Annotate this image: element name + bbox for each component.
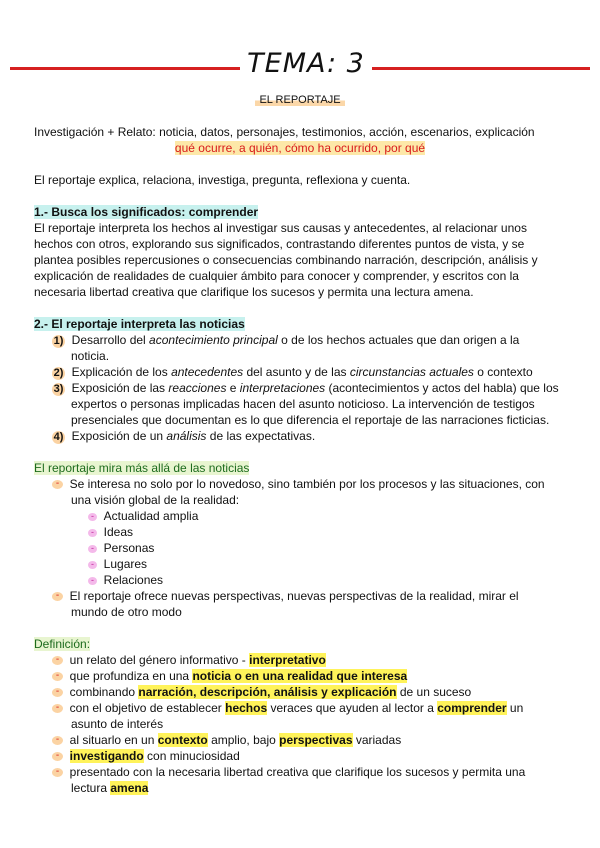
sub-bullet-item: - Personas bbox=[88, 540, 154, 556]
list-item: 3) Exposición de las reacciones e interpretaciones (acontecimientos y actos del habla) que los bbox=[53, 381, 559, 395]
sub-bullet-item: - Lugares bbox=[88, 556, 147, 572]
definition-item: - un relato del género informativo - interpretativo bbox=[52, 652, 326, 668]
section1-paragraph-line: necesaria libertad creativa que clarifique los sucesos y permita una lectura amena. bbox=[34, 285, 474, 299]
number-marker: 3) bbox=[53, 383, 64, 395]
dash-bullet-icon: - bbox=[52, 480, 63, 489]
number-marker: 4) bbox=[53, 431, 64, 443]
dash-bullet-icon: - bbox=[52, 752, 63, 761]
sub-bullet-item: - Relaciones bbox=[88, 572, 163, 588]
definition-item: - con el objetivo de establecer hechos veraces que ayuden al lector a comprender un bbox=[52, 700, 523, 716]
section1-paragraph-line: El reportaje interpreta los hechos al investigar sus causas y antecedentes, al relacionar unos bbox=[34, 221, 527, 235]
list-item: 2) Explicación de los antecedentes del asunto y de las circunstancias actuales o contexto bbox=[53, 365, 533, 379]
sub-bullet-item: - Actualidad amplia bbox=[88, 508, 198, 524]
pink-dash-bullet-icon: - bbox=[88, 529, 97, 537]
definition-item: - al situarlo en un contexto amplio, bajo perspectivas variadas bbox=[52, 732, 401, 748]
definition-item: - combinando narración, descripción, análisis y explicación de un suceso bbox=[52, 684, 471, 700]
sub-bullet-item: - Ideas bbox=[88, 524, 133, 540]
title-rule-right bbox=[372, 67, 590, 70]
dash-bullet-icon: - bbox=[52, 656, 63, 665]
section1-paragraph-line: explicación de realidades de cualquier ámbito para conocer y comprender, y escritos con la bbox=[34, 269, 519, 283]
dash-bullet-icon: - bbox=[52, 688, 63, 697]
definition-heading: Definición: bbox=[34, 637, 91, 651]
list-item-continuation: presenciales que documentan es lo que diferencia el reportaje de las narraciones ficticias. bbox=[71, 413, 550, 427]
list-item-continuation: expertos o personas implicadas hacen del asunto noticioso. La intervención de testigos bbox=[71, 397, 535, 411]
section1-paragraph-line: hechos con otros, explorando sus significados, contrastando diferentes puntos de vista, y se bbox=[34, 237, 525, 251]
number-marker: 1) bbox=[53, 335, 64, 347]
section2-heading: 2.- El reportaje interpreta las noticias bbox=[34, 317, 245, 331]
definition-continuation: asunto de interés bbox=[71, 717, 164, 731]
page-title: TEMA: 3 bbox=[247, 48, 365, 79]
number-marker: 2) bbox=[53, 367, 64, 379]
intro-line-1: Investigación + Relato: noticia, datos, personajes, testimonios, acción, escenarios, explicación bbox=[34, 125, 535, 139]
list-item: 4) Exposición de un análisis de las expectativas. bbox=[53, 429, 316, 443]
title-rule-left bbox=[10, 67, 240, 70]
section1-heading: 1.- Busca los significados: comprender bbox=[34, 205, 259, 219]
pink-dash-bullet-icon: - bbox=[88, 577, 97, 585]
bullet-item: - Se interesa no solo por lo novedoso, sino también por los procesos y las situaciones, con bbox=[52, 476, 545, 492]
dash-bullet-icon: - bbox=[52, 672, 63, 681]
section3-heading: El reportaje mira más allá de las noticias bbox=[34, 461, 250, 475]
list-item-continuation: noticia. bbox=[71, 349, 110, 363]
list-item: 1) Desarrollo del acontecimiento principal o de los hechos actuales que dan origen a la bbox=[53, 333, 520, 347]
intro-line-2: qué ocurre, a quién, cómo ha ocurrido, por qué bbox=[174, 141, 426, 155]
definition-continuation: lectura amena bbox=[71, 781, 149, 795]
intro-line-3: El reportaje explica, relaciona, investiga, pregunta, reflexiona y cuenta. bbox=[34, 173, 411, 187]
bullet-continuation: mundo de otro modo bbox=[71, 605, 182, 619]
definition-item: - investigando con minuciosidad bbox=[52, 748, 240, 764]
definition-item: - que profundiza en una noticia o en una realidad que interesa bbox=[52, 668, 407, 684]
page-subtitle: EL REPORTAJE bbox=[0, 94, 600, 106]
pink-dash-bullet-icon: - bbox=[88, 545, 97, 553]
dash-bullet-icon: - bbox=[52, 592, 63, 601]
bullet-continuation: una visión global de la realidad: bbox=[71, 493, 240, 507]
dash-bullet-icon: - bbox=[52, 768, 63, 777]
dash-bullet-icon: - bbox=[52, 736, 63, 745]
bullet-item: - El reportaje ofrece nuevas perspectivas, nuevas perspectivas de la realidad, mirar el bbox=[52, 588, 519, 604]
section1-paragraph-line: plantea posibles repercusiones o consecuencias combinando narración, descripción, análisis y bbox=[34, 253, 538, 267]
pink-dash-bullet-icon: - bbox=[88, 561, 97, 569]
dash-bullet-icon: - bbox=[52, 704, 63, 713]
pink-dash-bullet-icon: - bbox=[88, 513, 97, 521]
definition-item: - presentado con la necesaria libertad creativa que clarifique los sucesos y permita una bbox=[52, 764, 525, 780]
